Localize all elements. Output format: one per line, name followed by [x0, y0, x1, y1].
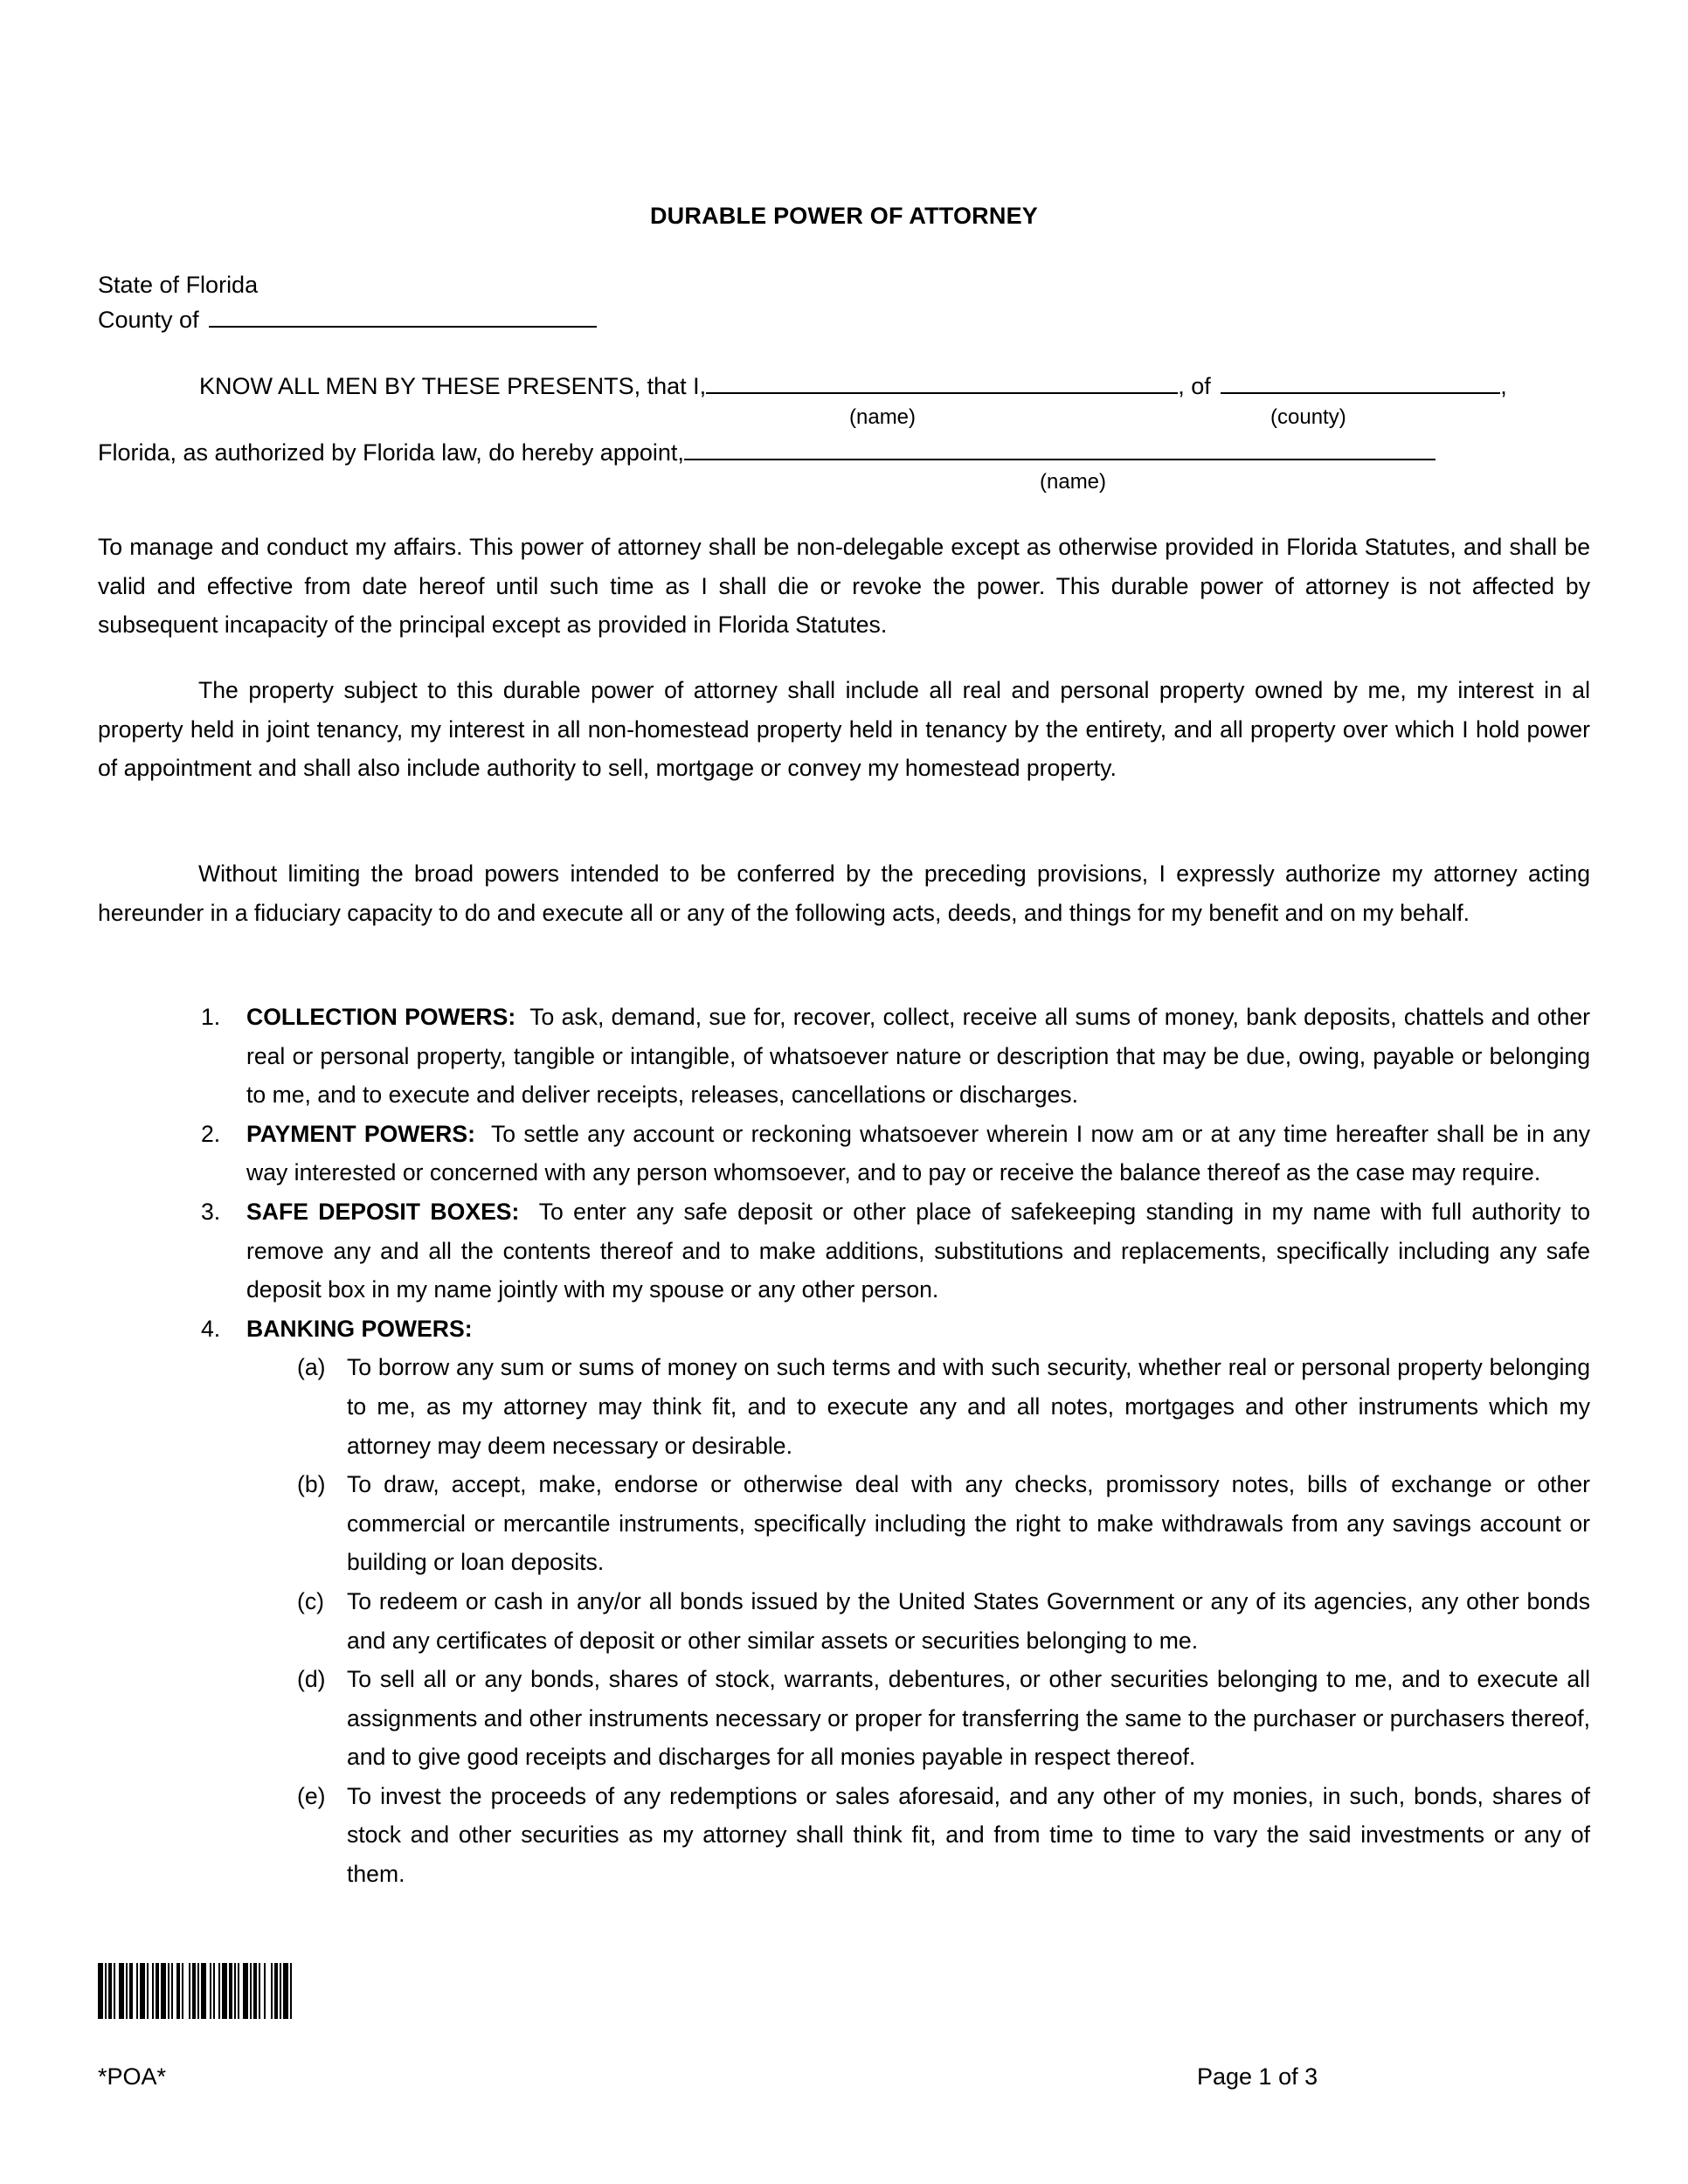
subitem-letter: (d) — [297, 1666, 326, 1693]
barcode-bar — [147, 1963, 149, 2019]
barcode-bar — [182, 1963, 183, 2019]
subitem-text: To draw, accept, make, endorse or otherwise deal with any checks, promissory notes, bills of exchange or other commercial or mercantile instruments, specifically including the right to make withdrawals from any savings account or building or loan deposits. — [347, 1471, 1590, 1576]
paragraph-affairs: To manage and conduct my affairs. This power of attorney shall be non-delegable except as otherwise provided in Florida Statutes, and shall be valid and effective from date hereof until such time as I shall die or revoke the power. This durable power of attorney is not affected by subsequent incapacity of the principal except as provided in Florida Statutes. — [98, 534, 1590, 639]
barcode-bar — [259, 1963, 260, 2019]
document-title: DURABLE POWER OF ATTORNEY — [649, 203, 1038, 229]
name-caption: (name) — [849, 405, 917, 429]
barcode-bar — [192, 1963, 196, 2019]
subitem-text: To redeem or cash in any/or all bonds issued by the United States Government or any of its agencies, any other bonds and any certificates of deposit or other similar assets or securities belonging to me. — [347, 1587, 1590, 1654]
barcode-bar — [210, 1963, 211, 2019]
barcode-bar — [197, 1963, 199, 2019]
barcode-bar — [119, 1963, 124, 2019]
subitem-letter: (b) — [297, 1471, 326, 1498]
appoint-name-caption: (name) — [1040, 470, 1107, 494]
subitem-letter: (c) — [297, 1587, 325, 1614]
item-heading: SAFE DEPOSIT BOXES: — [246, 1198, 520, 1225]
agent-name-blank-field[interactable] — [684, 436, 1435, 460]
banking-subitem — [98, 1582, 1590, 1660]
barcode-bar — [152, 1963, 154, 2019]
barcode-bar — [189, 1963, 190, 2019]
power-item — [98, 998, 1590, 1115]
county-caption: (county) — [1270, 405, 1346, 429]
barcode-bar — [156, 1963, 159, 2019]
county-line — [98, 302, 597, 337]
power-item — [98, 1310, 1590, 1349]
barcode-bar — [283, 1963, 288, 2019]
subitem-text: To sell all or any bonds, shares of stock, warrants, debentures, or other securities belonging to me, and to execute all assignments and other instruments necessary or proper for transferring the same to the purchaser or purchasers thereof, and to give good receipts and discharges for all monies payable in respect thereof. — [347, 1666, 1590, 1771]
item-heading: BANKING POWERS: — [246, 1315, 473, 1342]
barcode-bar — [126, 1963, 128, 2019]
item-number: 2. — [201, 1120, 221, 1147]
barcode-bar — [168, 1963, 169, 2019]
banking-subitem — [98, 1777, 1590, 1894]
banking-subitem — [98, 1465, 1590, 1582]
barcode-bar — [229, 1963, 232, 2019]
item-heading: COLLECTION POWERS: — [246, 1004, 516, 1030]
barcode-bar — [250, 1963, 252, 2019]
banking-subitem — [98, 1660, 1590, 1777]
barcode-bar — [271, 1963, 273, 2019]
principal-name-blank-field[interactable] — [706, 370, 1178, 394]
state-line: State of Florida — [98, 272, 259, 298]
power-item — [98, 1192, 1590, 1310]
barcode-bar — [108, 1963, 112, 2019]
barcode-bar — [218, 1963, 220, 2019]
barcode-bar — [253, 1963, 257, 2019]
item-text: To enter any safe deposit or other place of safekeeping standing in my name with full authority to remove any and all the contents thereof and to make additions, substitutions and replacements, specifically including any safe deposit box in my name jointly with my spouse or any other person. — [246, 1198, 1591, 1303]
barcode-bar — [238, 1963, 239, 2019]
item-heading: PAYMENT POWERS: — [246, 1120, 475, 1147]
barcode-graphic — [98, 1963, 370, 2019]
item-number: 3. — [201, 1198, 221, 1225]
paragraph-property: The property subject to this durable power of attorney shall include all real and personal property owned by me, my interest in al property held in joint tenancy, my interest in all non-homestead property held in tenancy by the entirety, and all property over which I hold power of appointment and shall also include authority to sell, mortgage or convey my homestead property. — [98, 677, 1590, 782]
appoint-line — [98, 435, 1435, 470]
barcode-bar — [136, 1963, 138, 2019]
power-item — [98, 1115, 1590, 1192]
item-number: 1. — [201, 1004, 221, 1030]
item-text: To ask, demand, sue for, recover, collect, receive all sums of money, bank deposits, chattels and other real or personal property, tangible or intangible, of whatsoever nature or description that may be due, owing, payable or belonging to me, and to execute and deliver receipts, releases, cancellations or discharges. — [246, 1004, 1590, 1109]
barcode-bar — [98, 1963, 103, 2019]
barcode-label: *POA* — [98, 2063, 167, 2090]
know-all-prefix: KNOW ALL MEN BY THESE PRESENTS, that I, — [199, 373, 707, 399]
barcode-bar — [176, 1963, 180, 2019]
powers-list — [98, 998, 1590, 1894]
barcode-bar — [161, 1963, 166, 2019]
item-number: 4. — [201, 1315, 221, 1342]
trailing-comma: , — [1500, 373, 1507, 399]
county-label: County of — [98, 307, 199, 333]
barcode-bar — [114, 1963, 115, 2019]
item-text: To settle any account or reckoning whatsoever wherein I now am or at any time hereafter shall be in any way interested or concerned with any person whomsoever, and to pay or receive the balance thereof as the case may require. — [246, 1120, 1591, 1186]
barcode-bar — [129, 1963, 133, 2019]
know-all-line — [199, 369, 1507, 404]
barcode-bar — [290, 1963, 292, 2019]
county-blank-field[interactable] — [209, 303, 597, 328]
principal-county-blank-field[interactable] — [1221, 370, 1500, 394]
barcode-bar — [213, 1963, 215, 2019]
barcode-bar — [234, 1963, 236, 2019]
subitem-text: To borrow any sum or sums of money on such terms and with such security, whether real or personal property belonging to me, as my attorney may think fit, and to execute any and all notes, mortgages and other instruments which my attorney may deem necessary or desirable. — [347, 1354, 1590, 1459]
barcode-bar — [264, 1963, 266, 2019]
barcode-bar — [171, 1963, 173, 2019]
banking-subitem — [98, 1348, 1590, 1465]
barcode-bar — [140, 1963, 145, 2019]
subitem-text: To invest the proceeds of any redemptions or sales aforesaid, and any other of my monies, in such, bonds, shares of stock and other securities as my attorney shall think fit, and from time to time to vary the said investments or any of them. — [347, 1782, 1590, 1888]
of-label: , of — [1178, 373, 1211, 399]
barcode-bar — [105, 1963, 107, 2019]
page-number: Page 1 of 3 — [1197, 2063, 1318, 2090]
subitem-letter: (a) — [297, 1354, 326, 1381]
paragraph-powers-intro: Without limiting the broad powers intended to be conferred by the preceding provisions, I expressly authorize my attorney acting hereunder in a fiduciary capacity to do and execute all or any of the following acts, deeds, and things for my benefit and on my behalf. — [98, 860, 1590, 926]
barcode-bar — [280, 1963, 281, 2019]
barcode-bar — [274, 1963, 278, 2019]
subitem-letter: (e) — [297, 1782, 326, 1809]
barcode-bar — [201, 1963, 206, 2019]
appoint-prefix: Florida, as authorized by Florida law, do hereby appoint, — [98, 439, 684, 466]
barcode-bar — [243, 1963, 248, 2019]
barcode-bar — [222, 1963, 227, 2019]
